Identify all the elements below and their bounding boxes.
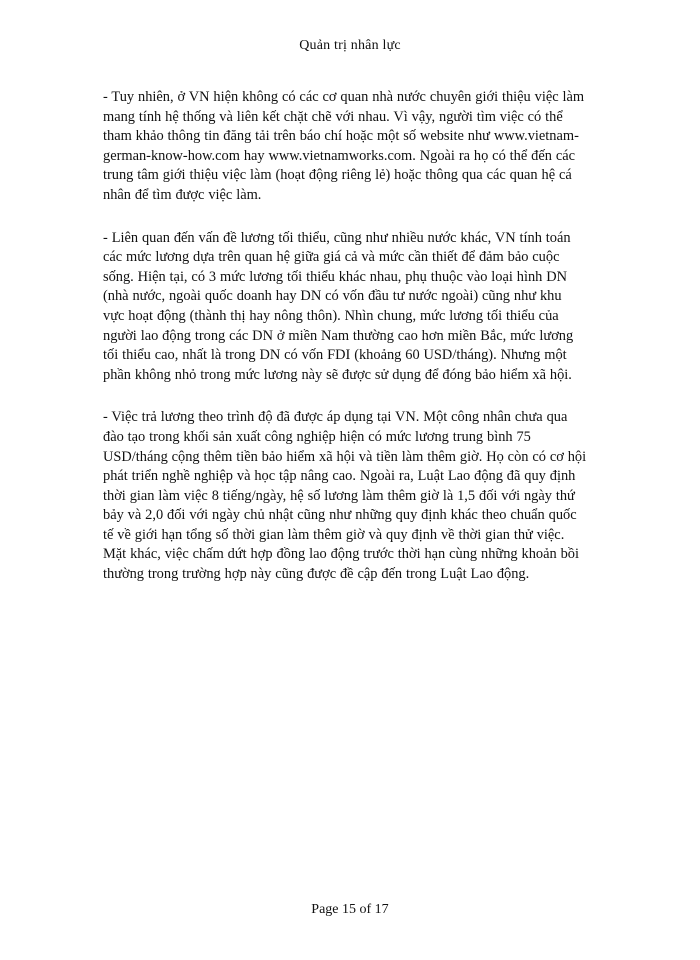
paragraph-minimum-wage: - Liên quan đến vấn đề lương tối thiểu, cũng như nhiều nước khác, VN tính toán các mức lương dựa trên quan hệ giữa giá cả và mức cần thiết để đảm bảo cuộc sống. Hiện tại, có 3 mức lương tối thiểu khác nhau, phụ thuộc vào loại hình DN (nhà nước, ngoài quốc doanh hay DN có vốn đầu tư nước ngoài) cũng như khu vực hoạt động (thành thị hay nông thôn). Nhìn chung, mức lương tối thiểu của người lao động trong các DN ở miền Nam thường cao hơn miền Bắc, mức lương tối thiểu cao, nhất là trong DN có vốn FDI (khoảng 60 USD/tháng). Nhưng một phần không nhỏ trong mức lương này sẽ được sử dụng để đóng bảo hiểm xã hội. bbox=[103, 229, 574, 383]
page-header: Quản trị nhân lực bbox=[299, 38, 401, 53]
page-number: Page 15 of 17 bbox=[311, 902, 389, 917]
paragraph-job-referral: - Tuy nhiên, ở VN hiện không có các cơ quan nhà nước chuyên giới thiệu việc làm mang tính hệ thống và liên kết chặt chẽ với nhau. Vì vậy, người tìm việc có thể tham khảo thông tin đăng tải trên báo chí hoặc một số website như www.vietnam- german-know-how.com hay www.vietnamworks.com. Ngoài ra họ có thể đến các trung tâm giới thiệu việc làm (hoạt động riêng lẻ) hoặc thông qua các quan hệ cá nhân để tìm được việc làm. bbox=[103, 89, 585, 203]
document-body bbox=[103, 88, 603, 608]
paragraph-wage-by-skill: - Việc trả lương theo trình độ đã được áp dụng tại VN. Một công nhân chưa qua đào tạo trong khối sản xuất công nghiệp hiện có mức lương trung bình 75 USD/tháng cộng thêm tiền bảo hiểm xã hội và tiền làm thêm giờ. Họ còn có cơ hội phát triển nghề nghiệp và học tập nâng cao. Ngoài ra, Luật Lao động đã quy định thời gian làm việc 8 tiếng/ngày, hệ số lương làm thêm giờ là 1,5 đối với ngày thứ bảy và 2,0 đối với ngày chủ nhật cũng như những quy định khác theo chuẩn quốc tế về giới hạn tổng số thời gian làm thêm giờ và quy định về thời gian thử việc. Mặt khác, việc chấm dứt hợp đồng lao động trước thời hạn cùng những khoản bồi thường trong trường hợp này cũng được đề cập đến trong Luật Lao động. bbox=[103, 409, 587, 583]
